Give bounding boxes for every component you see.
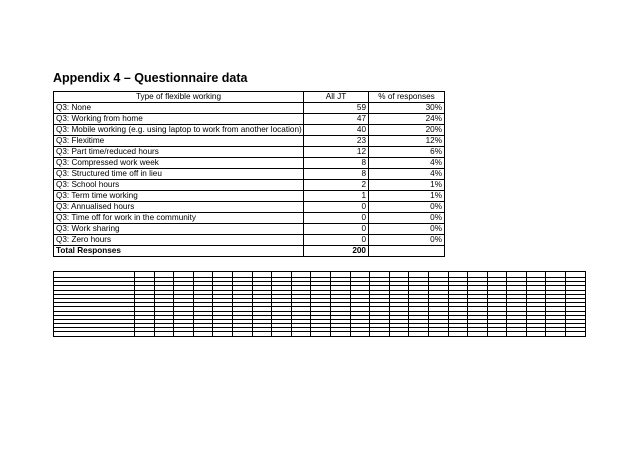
row-percent: 0% [369, 224, 445, 235]
row-count: 0 [304, 213, 369, 224]
detail-row [54, 332, 586, 336]
row-label: Q3: Time off for work in the community [54, 213, 304, 224]
questionnaire-table [53, 91, 445, 257]
table-row [54, 103, 445, 114]
row-percent: 0% [369, 213, 445, 224]
table-row [54, 180, 445, 191]
row-label: Q3: Zero hours [54, 235, 304, 246]
total-percent [369, 246, 445, 257]
row-count: 1 [304, 191, 369, 202]
row-label: Q3: None [54, 103, 304, 114]
detail-cell [291, 332, 311, 336]
detail-cell [546, 332, 566, 336]
page-heading: Appendix 4 – Questionnaire data [53, 71, 248, 85]
detail-cell [213, 332, 233, 336]
detail-cell [193, 332, 213, 336]
row-count: 12 [304, 147, 369, 158]
row-percent: 4% [369, 158, 445, 169]
table-row [54, 158, 445, 169]
detail-cell [154, 332, 174, 336]
table-row [54, 202, 445, 213]
table-header-row [54, 92, 445, 103]
detail-cell [526, 332, 546, 336]
row-percent: 1% [369, 180, 445, 191]
detail-cell [448, 332, 468, 336]
row-count: 0 [304, 224, 369, 235]
row-percent: 12% [369, 136, 445, 147]
table-row [54, 235, 445, 246]
header-all-jt: All JT [304, 92, 369, 103]
row-label: Q3: Compressed work week [54, 158, 304, 169]
row-count: 59 [304, 103, 369, 114]
detail-cell [54, 332, 135, 336]
row-percent: 6% [369, 147, 445, 158]
total-label: Total Responses [54, 246, 304, 257]
row-label: Q3: Working from home [54, 114, 304, 125]
total-count: 200 [304, 246, 369, 257]
row-count: 8 [304, 158, 369, 169]
detail-cell [174, 332, 194, 336]
detail-cell [389, 332, 409, 336]
detail-cell [566, 332, 586, 336]
table-row [54, 169, 445, 180]
header-percent: % of responses [369, 92, 445, 103]
row-percent: 1% [369, 191, 445, 202]
row-percent: 0% [369, 202, 445, 213]
detail-breakdown-table [53, 271, 586, 327]
row-count: 47 [304, 114, 369, 125]
detail-cell [507, 332, 527, 336]
detail-cell [350, 332, 370, 336]
table-row [54, 213, 445, 224]
table-row [54, 114, 445, 125]
detail-cell [135, 332, 155, 336]
detail-cell [370, 332, 390, 336]
table-row [54, 125, 445, 136]
detail-cell [272, 332, 292, 336]
row-label: Q3: Annualised hours [54, 202, 304, 213]
detail-cell [487, 332, 507, 336]
row-count: 23 [304, 136, 369, 147]
table-row [54, 224, 445, 235]
detail-cell [468, 332, 488, 336]
header-type: Type of flexible working [54, 92, 304, 103]
row-label: Q3: Term time working [54, 191, 304, 202]
row-label: Q3: Mobile working (e.g. using laptop to work from another location) [54, 125, 304, 136]
row-count: 0 [304, 235, 369, 246]
detail-cell [409, 332, 429, 336]
row-label: Q3: Structured time off in lieu [54, 169, 304, 180]
row-percent: 20% [369, 125, 445, 136]
total-row [54, 246, 445, 257]
row-percent: 0% [369, 235, 445, 246]
row-percent: 24% [369, 114, 445, 125]
table-row [54, 191, 445, 202]
row-label: Q3: Flexitime [54, 136, 304, 147]
row-count: 0 [304, 202, 369, 213]
row-label: Q3: School hours [54, 180, 304, 191]
row-percent: 4% [369, 169, 445, 180]
table-row [54, 136, 445, 147]
row-count: 40 [304, 125, 369, 136]
detail-cell [311, 332, 331, 336]
row-label: Q3: Part time/reduced hours [54, 147, 304, 158]
detail-cell [232, 332, 252, 336]
detail-cell [252, 332, 272, 336]
detail-cell [330, 332, 350, 336]
table-row [54, 147, 445, 158]
row-count: 8 [304, 169, 369, 180]
row-percent: 30% [369, 103, 445, 114]
row-label: Q3: Work sharing [54, 224, 304, 235]
detail-cell [428, 332, 448, 336]
row-count: 2 [304, 180, 369, 191]
